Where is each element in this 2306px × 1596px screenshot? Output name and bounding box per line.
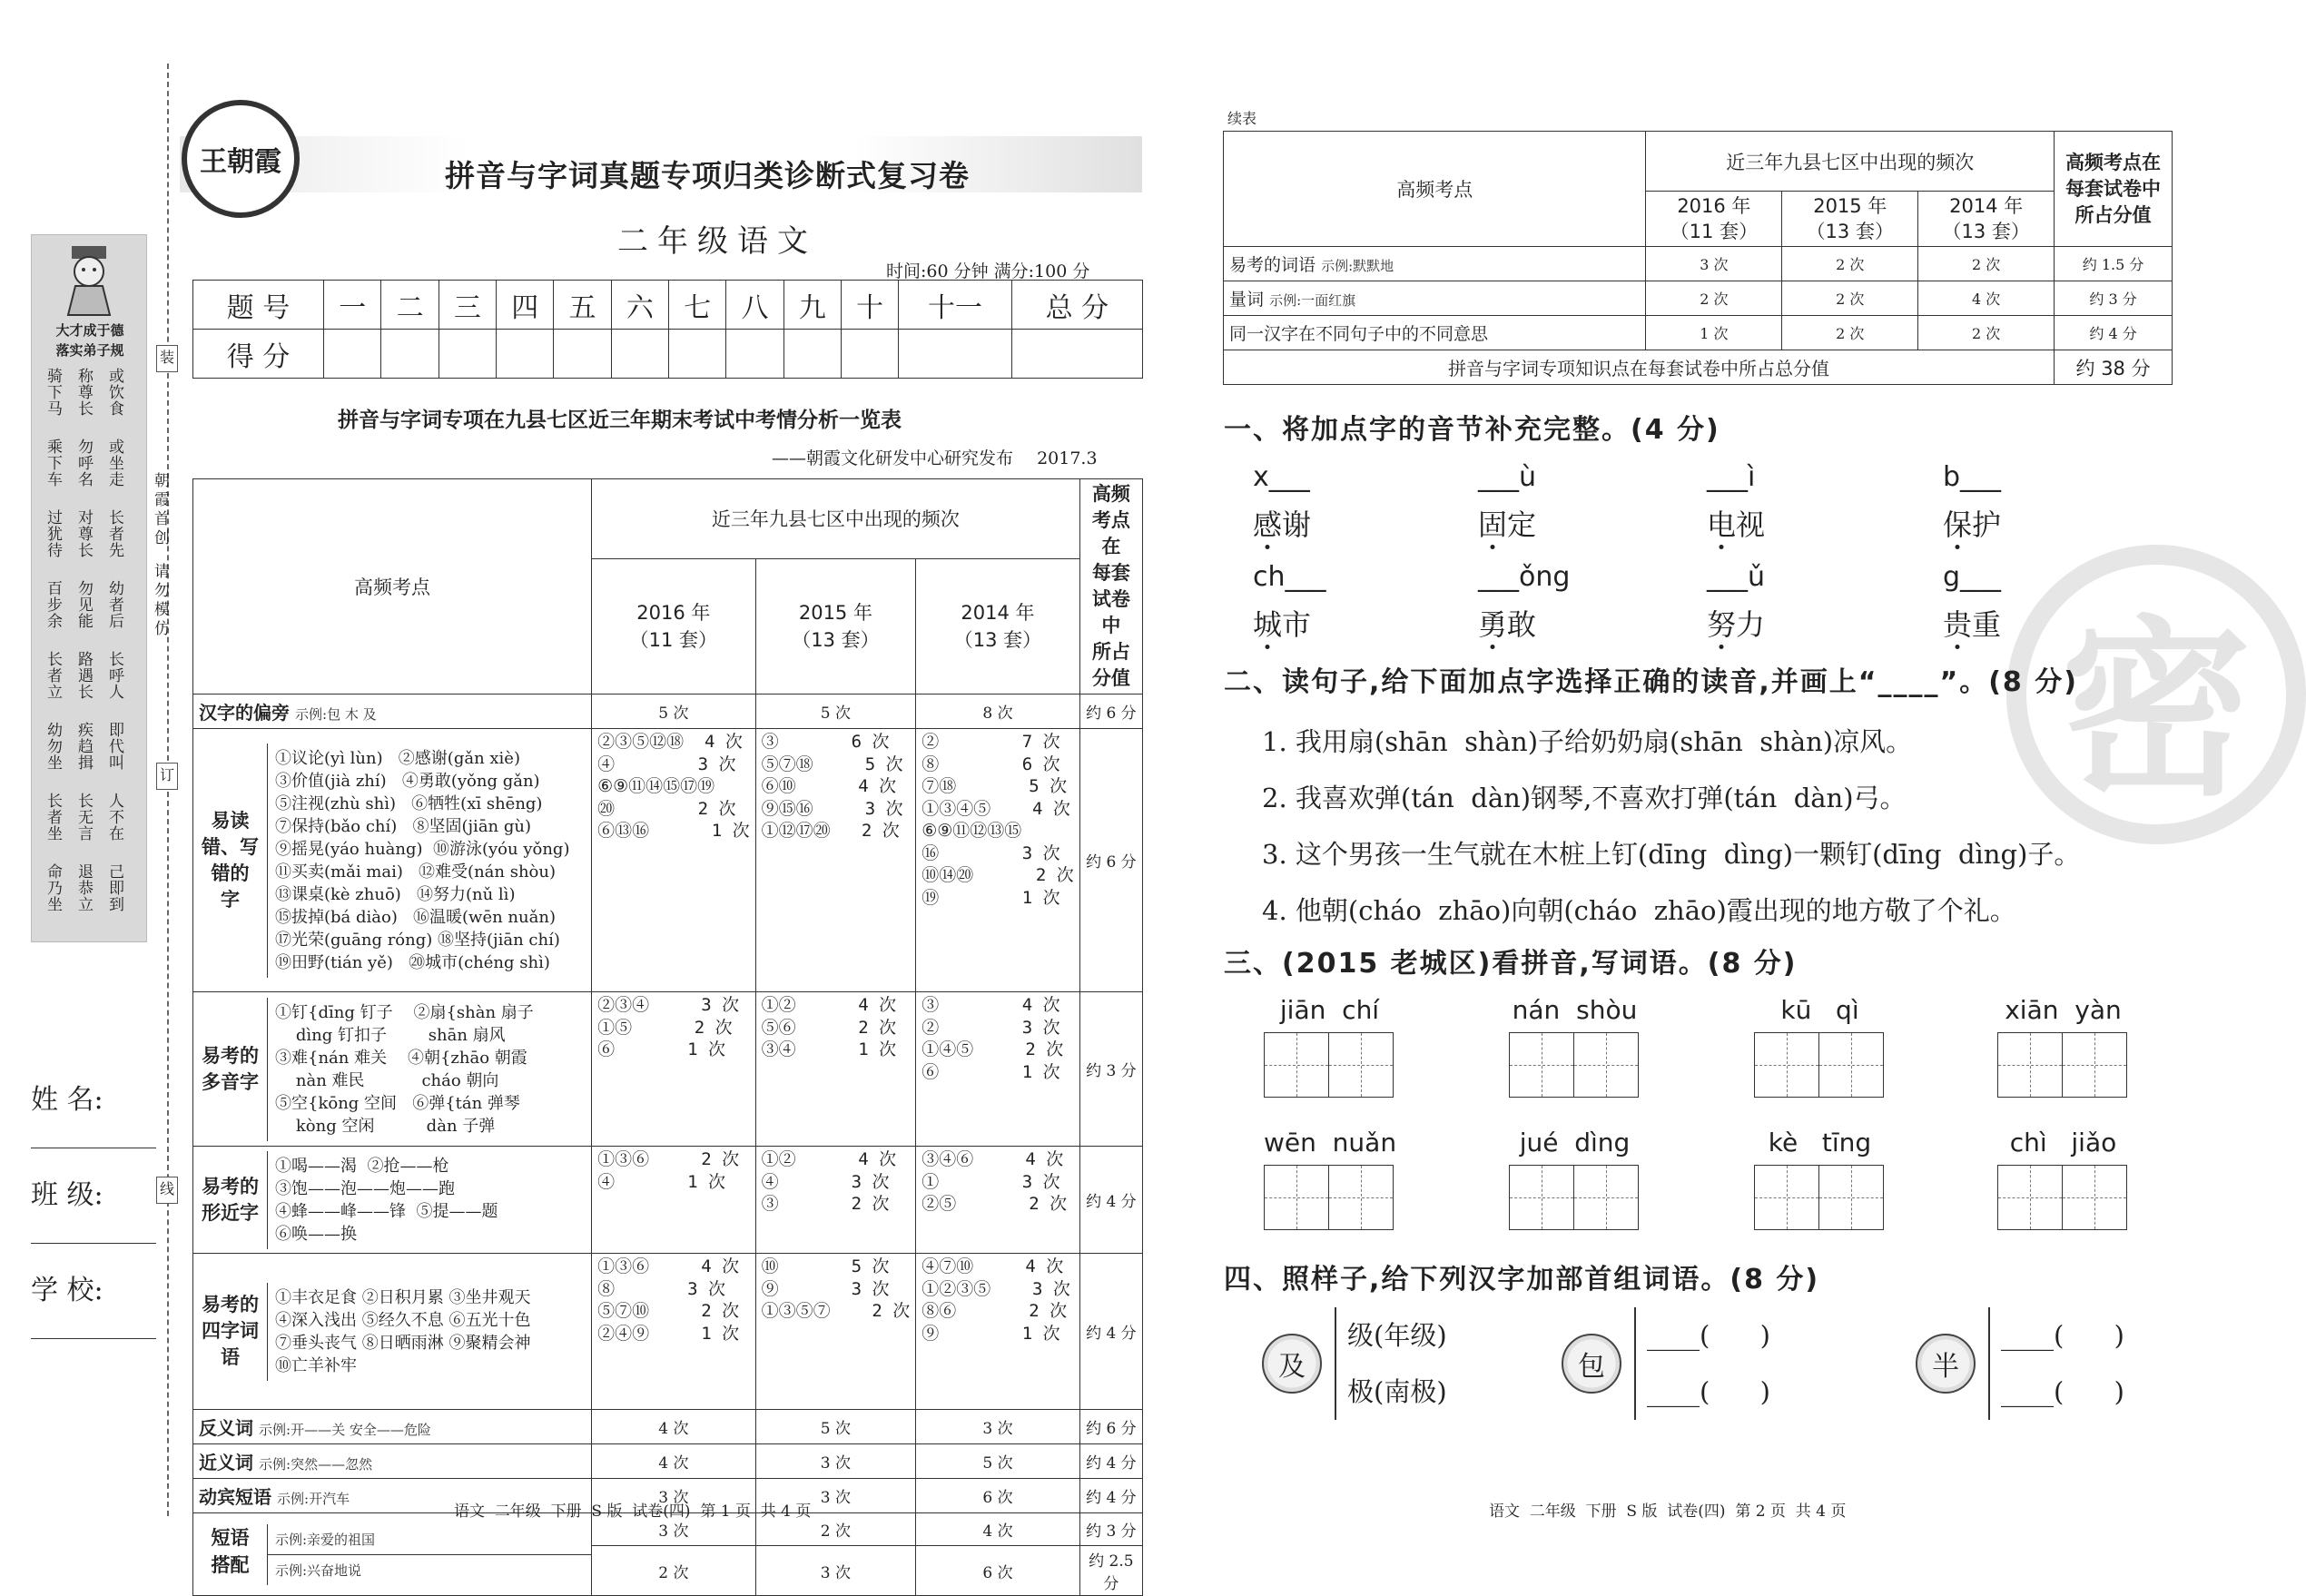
value-cell: 约 6 分 bbox=[1079, 729, 1142, 992]
freq-cell: 4 次 bbox=[592, 1410, 756, 1444]
example-text: 示例:包 木 及 bbox=[295, 706, 377, 723]
score-header-cell: 总 分 bbox=[1011, 281, 1142, 330]
q3-item bbox=[1264, 1128, 1395, 1230]
score-header-cell: 六 bbox=[611, 281, 668, 330]
q4-group bbox=[1262, 1307, 1447, 1420]
motto-column: 幼者后 bbox=[105, 580, 123, 629]
seal-mark: 线 bbox=[156, 1177, 178, 1204]
value-cell: 约 4 分 bbox=[1079, 1147, 1142, 1254]
grid-cell[interactable] bbox=[1509, 1165, 1574, 1230]
point-cell bbox=[193, 729, 592, 992]
score-input-cell[interactable] bbox=[381, 330, 439, 379]
value-cell: 约 6 分 bbox=[1079, 1410, 1142, 1444]
motto-column: 过犹待 bbox=[44, 509, 62, 558]
q2-sentence[interactable]: 1. 我用扇(shān shàn)子给奶奶扇(shān shàn)凉风。 bbox=[1262, 726, 1913, 757]
grid-cell[interactable] bbox=[1264, 1032, 1329, 1098]
freq-cell: 2 次 bbox=[755, 1513, 916, 1546]
header-year: 2015 年 （13 套） bbox=[1782, 192, 1918, 247]
freq-cell: ①② 4 次 ④ 3 次 ③ 2 次 bbox=[755, 1147, 916, 1254]
q3-pinyin: nán shòu bbox=[1512, 995, 1638, 1025]
freq-cell: 2 次 bbox=[1782, 247, 1918, 281]
freq-cell: 5 次 bbox=[592, 695, 756, 729]
q1-pinyin-blank[interactable]: ch___ bbox=[1253, 561, 1326, 593]
motto-column: 己即到 bbox=[105, 863, 123, 912]
point-cell bbox=[193, 1254, 592, 1410]
q1-pinyin-blank[interactable]: x___ bbox=[1253, 461, 1310, 493]
q3-pinyin: xiān yàn bbox=[2005, 995, 2122, 1025]
score-header-cell: 一 bbox=[324, 281, 381, 330]
category-name: 短语 搭配 bbox=[193, 1524, 268, 1585]
motto-column: 勿呼名 bbox=[74, 438, 93, 488]
freq-cell: 3 次 bbox=[755, 1444, 916, 1479]
q3-item bbox=[1997, 995, 2129, 1098]
total-value: 约 38 分 bbox=[2055, 350, 2173, 385]
q1-word: 电视 bbox=[1707, 507, 1766, 542]
analysis-row bbox=[1224, 281, 2173, 316]
category-name: 近义词 bbox=[199, 1452, 253, 1473]
header-year: 2016 年 （11 套） bbox=[592, 558, 756, 694]
q4-answer: 极(南极) bbox=[1347, 1376, 1447, 1407]
side-text: 请勿模仿 bbox=[151, 563, 169, 639]
writing-grid[interactable] bbox=[1264, 1165, 1395, 1230]
freq-cell: 5 次 bbox=[755, 695, 916, 729]
freq-cell: ①③⑥ 2 次 ④ 1 次 bbox=[592, 1147, 756, 1254]
q2-sentence[interactable]: 3. 这个男孩一生气就在木桩上钉(dīng dìng)一颗钉(dīng dìng)子。 bbox=[1262, 839, 2081, 870]
header-value: 高频考点在 每套试卷中 所占分值 bbox=[1079, 479, 1142, 695]
time-info: 时间:60 分钟 满分:100 分 bbox=[886, 261, 1090, 281]
category-name: 汉字的偏旁 bbox=[199, 702, 290, 724]
point-cell bbox=[1224, 247, 1646, 281]
total-label: 拼音与字词专项知识点在每套试卷中所占总分值 bbox=[1224, 350, 2055, 385]
example-text: 示例:一面红旗 bbox=[1269, 292, 1356, 309]
q4-answer[interactable]: ____( ) bbox=[2001, 1320, 2124, 1351]
grid-cell[interactable] bbox=[2062, 1032, 2127, 1098]
q4-bracket bbox=[1988, 1307, 2124, 1420]
analysis-table-continued bbox=[1223, 131, 2173, 385]
grid-cell[interactable] bbox=[1997, 1032, 2063, 1098]
motto-column: 或坐走 bbox=[105, 438, 123, 488]
example-text: 示例:开——关 安全——危险 bbox=[259, 1422, 431, 1438]
q1-pinyin-blank[interactable]: ___ǔ bbox=[1707, 561, 1766, 593]
value-cell: 约 4 分 bbox=[1079, 1444, 1142, 1479]
point-cell bbox=[193, 1147, 592, 1254]
point-cell bbox=[1224, 281, 1646, 316]
score-header-cell: 七 bbox=[668, 281, 725, 330]
value-cell: 约 4 分 bbox=[1079, 1479, 1142, 1513]
freq-cell: 2 次 bbox=[1918, 316, 2055, 350]
score-header-cell: 五 bbox=[554, 281, 611, 330]
q4-group bbox=[1562, 1307, 1770, 1420]
freq-cell: ② 7 次 ⑧ 6 次 ⑦⑱ 5 次 ①③④⑤ 4 次 ⑥⑨⑪⑫⑬⑮ ⑯ 3 次 ⑩⑭⑳ 2 次 ⑲ 1 次 bbox=[916, 729, 1080, 992]
analysis-row bbox=[193, 1147, 1143, 1254]
category-name: 同一汉字在不同句子中的不同意思 bbox=[1229, 324, 1489, 344]
paper-title: 拼音与字词真题专项归类诊断式复习卷 bbox=[445, 158, 970, 193]
motto-columns bbox=[44, 368, 139, 940]
score-input-cell[interactable] bbox=[783, 330, 841, 379]
q3-pinyin: jué dìng bbox=[1519, 1128, 1631, 1158]
motto-column: 退恭立 bbox=[74, 863, 93, 912]
freq-cell: 3 次 bbox=[755, 1479, 916, 1513]
category-name: 易考的 多音字 bbox=[193, 998, 268, 1141]
q3-pinyin: jiān chí bbox=[1279, 995, 1380, 1025]
header-year: 2014 年 （13 套） bbox=[1918, 192, 2055, 247]
class-field[interactable]: 班 级: bbox=[31, 1148, 156, 1244]
analysis-title: 拼音与字词专项在九县七区近三年期末考试中考情分析一览表 bbox=[338, 409, 902, 432]
freq-cell: ③ 6 次 ⑤⑦⑱ 5 次 ⑥⑩ 4 次 ⑨⑮⑯ 3 次 ①⑫⑰⑳ 2 次 bbox=[755, 729, 916, 992]
score-header-cell: 九 bbox=[783, 281, 841, 330]
watermark-text: 密 bbox=[2060, 597, 2252, 822]
freq-cell: 4 次 bbox=[916, 1513, 1080, 1546]
freq-cell: 3 次 bbox=[592, 1513, 756, 1546]
q3-item bbox=[1509, 1128, 1641, 1230]
freq-cell: 5 次 bbox=[916, 1444, 1080, 1479]
q4-answer[interactable]: ____( ) bbox=[2001, 1376, 2124, 1407]
total-row bbox=[1224, 350, 2173, 385]
q2-title: 二、读句子,给下面加点字选择正确的读音,并画上“____”。(8 分) bbox=[1224, 666, 2078, 698]
q1-item bbox=[1253, 461, 1434, 544]
q4-groups bbox=[1262, 1307, 2170, 1434]
point-cell bbox=[1224, 316, 1646, 350]
q1-word: 城市 bbox=[1253, 607, 1312, 642]
analysis-row bbox=[193, 1254, 1143, 1410]
q1-item bbox=[1707, 461, 1888, 544]
q4-answer[interactable]: ____( ) bbox=[1647, 1376, 1770, 1407]
page-footer-right: 语文 二年级 下册 S 版 试卷(四) 第 2 页 共 4 页 bbox=[1489, 1502, 1847, 1521]
score-header-cell: 题 号 bbox=[193, 281, 324, 330]
grid-cell[interactable] bbox=[1509, 1032, 1574, 1098]
value-cell: 约 3 分 bbox=[1079, 992, 1142, 1147]
q3-item bbox=[1997, 1128, 2129, 1230]
q1-word: 保护 bbox=[1943, 507, 2002, 542]
freq-cell: 6 次 bbox=[916, 1546, 1080, 1596]
q1-word: 勇敢 bbox=[1478, 607, 1537, 642]
freq-cell: ②③④ 3 次 ①⑤ 2 次 ⑥ 1 次 bbox=[592, 992, 756, 1147]
freq-cell: 2 次 bbox=[1782, 281, 1918, 316]
q3-item bbox=[1509, 995, 1641, 1098]
q4-answer[interactable]: ____( ) bbox=[1647, 1320, 1770, 1351]
q4-answer: 级(年级) bbox=[1347, 1320, 1447, 1351]
q1-pinyin-blank[interactable]: ___ì bbox=[1707, 461, 1756, 493]
motto-column: 长者先 bbox=[105, 509, 123, 558]
q3-item bbox=[1754, 995, 1886, 1098]
binding-line bbox=[167, 64, 169, 1516]
writing-grid[interactable] bbox=[1509, 1032, 1641, 1098]
motto-column: 即代叫 bbox=[105, 722, 123, 771]
q2-sentence[interactable]: 2. 我喜欢弹(tán dàn)钢琴,不喜欢打弹(tán dàn)弓。 bbox=[1262, 783, 1907, 813]
point-cell bbox=[193, 1513, 592, 1596]
value-cell: 约 1.5 分 bbox=[2055, 247, 2173, 281]
freq-cell: 4 次 bbox=[1918, 281, 2055, 316]
grid-cell[interactable] bbox=[1818, 1032, 1884, 1098]
freq-cell: ③④⑥ 4 次 ① 3 次 ②⑤ 2 次 bbox=[916, 1147, 1080, 1254]
example-text: 示例:兴奋地说 bbox=[275, 1562, 362, 1579]
point-cell bbox=[193, 1410, 592, 1444]
score-input-cell[interactable] bbox=[497, 330, 554, 379]
q3-pinyin: kū qì bbox=[1780, 995, 1859, 1025]
value-cell: 约 4 分 bbox=[2055, 316, 2173, 350]
motto-column: 人不在 bbox=[105, 793, 123, 842]
motto-column: 长无言 bbox=[74, 793, 93, 842]
paper-subtitle: 二年级语文 bbox=[617, 223, 817, 260]
score-header-cell: 十 bbox=[841, 281, 898, 330]
side-text: 朝霞首创 bbox=[151, 472, 169, 548]
q3-title: 三、(2015 老城区)看拼音,写词语。(8 分) bbox=[1224, 948, 1798, 980]
grid-cell[interactable] bbox=[1264, 1165, 1329, 1230]
analysis-row bbox=[1224, 316, 2173, 350]
category-name: 动宾短语 bbox=[199, 1486, 271, 1508]
continued-label: 续表 bbox=[1227, 110, 1257, 127]
freq-cell: ④⑦⑩ 4 次 ①②③⑤ 3 次 ⑧⑥ 2 次 ⑨ 1 次 bbox=[916, 1254, 1080, 1410]
point-cell bbox=[193, 695, 592, 729]
analysis-row bbox=[193, 992, 1143, 1147]
motto-line: 大才成于德 bbox=[55, 322, 124, 339]
freq-cell: 3 次 bbox=[916, 1410, 1080, 1444]
score-header-cell: 八 bbox=[726, 281, 783, 330]
points-list: ①丰衣足食 ②日积月累 ③坐井观天 ④深入浅出 ⑤经久不息 ⑥五光十色 ⑦垂头丧气 ⑧日晒雨淋 ⑨聚精会神 ⑩亡羊补牢 bbox=[275, 1287, 531, 1375]
q1-word: 固定 bbox=[1478, 507, 1537, 542]
writing-grid[interactable] bbox=[1997, 1032, 2129, 1098]
freq-cell: 8 次 bbox=[916, 695, 1080, 729]
writing-grid[interactable] bbox=[1264, 1032, 1395, 1098]
q1-item bbox=[1478, 561, 1660, 644]
motto-column: 幼勿坐 bbox=[44, 722, 62, 771]
header-point: 高频考点 bbox=[193, 479, 592, 695]
grid-cell[interactable] bbox=[1328, 1165, 1394, 1230]
writing-grid[interactable] bbox=[1509, 1165, 1641, 1230]
header-year: 2014 年 （13 套） bbox=[916, 558, 1080, 694]
q3-grid bbox=[1264, 995, 2172, 1240]
analysis-source: ——朝霞文化研发中心研究发布 bbox=[772, 448, 1014, 468]
example-text: 示例:默默地 bbox=[1321, 258, 1394, 274]
value-cell: 约 3 分 bbox=[1079, 1513, 1142, 1546]
motto-column: 勿见能 bbox=[74, 580, 93, 629]
score-input-cell[interactable] bbox=[668, 330, 725, 379]
brand-logo bbox=[182, 100, 300, 218]
scholar-illustration bbox=[59, 244, 119, 317]
seal-mark: 装 bbox=[156, 345, 178, 372]
grid-cell[interactable] bbox=[1573, 1032, 1639, 1098]
freq-cell: ①② 4 次 ⑤⑥ 2 次 ③④ 1 次 bbox=[755, 992, 916, 1147]
q1-title: 一、将加点字的音节补充完整。(4 分) bbox=[1224, 414, 1720, 446]
score-input-cell[interactable] bbox=[611, 330, 668, 379]
freq-cell: 2 次 bbox=[592, 1546, 756, 1596]
value-cell: 约 2.5 分 bbox=[1079, 1546, 1142, 1596]
freq-cell: 2 次 bbox=[1782, 316, 1918, 350]
school-field[interactable]: 学 校: bbox=[31, 1244, 156, 1339]
motto-column: 命乃坐 bbox=[44, 863, 62, 912]
grid-cell[interactable] bbox=[1328, 1032, 1394, 1098]
q1-item bbox=[1478, 461, 1660, 544]
header-year: 2016 年 （11 套） bbox=[1646, 192, 1782, 247]
q1-word: 贵重 bbox=[1943, 607, 2002, 642]
analysis-row bbox=[193, 695, 1143, 729]
name-field[interactable]: 姓 名: bbox=[31, 1053, 156, 1148]
q3-item bbox=[1264, 995, 1395, 1098]
q4-title: 四、照样子,给下列汉字加部首组词语。(8 分) bbox=[1224, 1264, 1820, 1296]
header-freq: 近三年九县七区中出现的频次 bbox=[1646, 132, 2055, 192]
writing-grid[interactable] bbox=[1754, 1032, 1886, 1098]
score-header-cell: 四 bbox=[497, 281, 554, 330]
analysis-row bbox=[1224, 247, 2173, 281]
freq-cell: 2 次 bbox=[1918, 247, 2055, 281]
category-name: 易考的 形近字 bbox=[193, 1151, 268, 1249]
q4-group bbox=[1916, 1307, 2124, 1420]
q3-pinyin: wēn nuǎn bbox=[1264, 1128, 1397, 1158]
q2-sentence[interactable]: 4. 他朝(cháo zhāo)向朝(cháo zhāo)霞出现的地方敬了个礼。 bbox=[1262, 895, 2016, 926]
logo-text: 王朝霞 bbox=[200, 146, 281, 178]
motto-column: 路遇长 bbox=[74, 651, 93, 700]
score-header-cell: 二 bbox=[381, 281, 439, 330]
value-cell: 约 4 分 bbox=[1079, 1254, 1142, 1410]
value-cell: 约 6 分 bbox=[1079, 695, 1142, 729]
q1-item bbox=[1943, 561, 2124, 644]
q1-pinyin-blank[interactable]: ___ǒng bbox=[1478, 561, 1571, 593]
analysis-row bbox=[193, 1410, 1143, 1444]
writing-grid[interactable] bbox=[1754, 1165, 1886, 1230]
score-input-cell[interactable] bbox=[841, 330, 898, 379]
score-table bbox=[192, 280, 1143, 379]
point-cell bbox=[193, 992, 592, 1147]
motto-column: 长呼人 bbox=[105, 651, 123, 700]
category-name: 易考的词语 bbox=[1229, 255, 1316, 275]
score-input-cell[interactable] bbox=[439, 330, 496, 379]
points-list: ①喝——渴 ②抢——枪 ③饱——泡——炮——跑 ④蜂——峰——锋 ⑤提——题 ⑥唤——换 bbox=[275, 1156, 498, 1244]
q1-pinyin-blank[interactable]: b___ bbox=[1943, 461, 2002, 493]
example-text: 示例:亲爱的祖国 bbox=[268, 1524, 591, 1555]
motto-line: 落实弟子规 bbox=[55, 342, 124, 359]
page-footer-left: 语文 二年级 下册 S 版 试卷(四) 第 1 页 共 4 页 bbox=[454, 1502, 812, 1521]
motto-column: 百步余 bbox=[44, 580, 62, 629]
grid-cell[interactable] bbox=[1997, 1165, 2063, 1230]
header-point: 高频考点 bbox=[1224, 132, 1646, 247]
writing-grid[interactable] bbox=[1997, 1165, 2129, 1230]
student-info bbox=[31, 1053, 156, 1339]
analysis-date: 2017.3 bbox=[1037, 448, 1098, 468]
freq-cell: ⑩ 5 次 ⑨ 3 次 ①③⑤⑦ 2 次 bbox=[755, 1254, 916, 1410]
q1-word: 感谢 bbox=[1253, 507, 1312, 542]
q3-item bbox=[1754, 1128, 1886, 1230]
motto-column: 对尊长 bbox=[74, 509, 93, 558]
analysis-table bbox=[192, 478, 1143, 1596]
value-cell: 约 3 分 bbox=[2055, 281, 2173, 316]
seal-mark: 订 bbox=[156, 763, 178, 790]
category-name: 反义词 bbox=[199, 1417, 253, 1439]
freq-cell: 1 次 bbox=[1646, 316, 1782, 350]
q2-sentences bbox=[1262, 714, 2080, 939]
q4-character: 半 bbox=[1916, 1334, 1976, 1394]
motto-column: 称尊长 bbox=[74, 368, 93, 417]
freq-cell: 6 次 bbox=[916, 1479, 1080, 1513]
q4-character: 包 bbox=[1562, 1334, 1621, 1394]
analysis-row bbox=[193, 1444, 1143, 1479]
point-cell bbox=[193, 1444, 592, 1479]
category-name: 易读 错、写 错的 字 bbox=[193, 744, 268, 978]
score-input-cell[interactable] bbox=[1011, 330, 1142, 379]
q1-item bbox=[1253, 561, 1434, 644]
q1-pinyin-blank[interactable]: g___ bbox=[1943, 561, 2002, 593]
score-header-cell: 三 bbox=[439, 281, 496, 330]
score-label: 得 分 bbox=[193, 330, 324, 379]
score-input-cell[interactable] bbox=[554, 330, 611, 379]
q1-pinyin-blank[interactable]: ___ù bbox=[1478, 461, 1537, 493]
example-text: 示例:开汽车 bbox=[277, 1491, 350, 1507]
freq-cell: 4 次 bbox=[592, 1444, 756, 1479]
q3-pinyin: kè tīng bbox=[1768, 1128, 1872, 1158]
motto-column: 长者立 bbox=[44, 651, 62, 700]
freq-cell: ①③⑥ 4 次 ⑧ 3 次 ⑤⑦⑩ 2 次 ②④⑨ 1 次 bbox=[592, 1254, 756, 1410]
freq-cell: ②③⑤⑫⑱ 4 次 ④ 3 次 ⑥⑨⑪⑭⑮⑰⑲ ⑳ 2 次 ⑥⑬⑯ 1 次 bbox=[592, 729, 756, 992]
score-header-cell: 十一 bbox=[899, 281, 1012, 330]
q1-item bbox=[1943, 461, 2124, 544]
header-freq: 近三年九县七区中出现的频次 bbox=[592, 479, 1080, 559]
motto-column: 疾趋揖 bbox=[74, 722, 93, 771]
grid-cell[interactable] bbox=[1754, 1032, 1819, 1098]
q3-pinyin: chì jiǎo bbox=[2009, 1128, 2117, 1158]
motto-column: 或饮食 bbox=[105, 368, 123, 417]
binding-strip bbox=[31, 234, 147, 942]
q1-grid bbox=[1253, 461, 2161, 643]
freq-cell: 5 次 bbox=[755, 1410, 916, 1444]
header-year: 2015 年 （13 套） bbox=[755, 558, 916, 694]
score-input-cell[interactable] bbox=[726, 330, 783, 379]
score-input-cell[interactable] bbox=[324, 330, 381, 379]
motto-column: 长者坐 bbox=[44, 793, 62, 842]
motto-column: 乘下车 bbox=[44, 438, 62, 488]
grid-cell[interactable] bbox=[1818, 1165, 1884, 1230]
freq-cell: ③ 4 次 ② 3 次 ①④⑤ 2 次 ⑥ 1 次 bbox=[916, 992, 1080, 1147]
motto-column: 骑下马 bbox=[44, 368, 62, 417]
grid-cell[interactable] bbox=[1754, 1165, 1819, 1230]
q1-item bbox=[1707, 561, 1888, 644]
grid-cell[interactable] bbox=[2062, 1165, 2127, 1230]
q1-word: 努力 bbox=[1707, 607, 1766, 642]
freq-cell: 3 次 bbox=[1646, 247, 1782, 281]
grid-cell[interactable] bbox=[1573, 1165, 1639, 1230]
points-list: ①钉{dīng 钉子 ②扇{shàn 扇子 dìng 钉扣子 shān 扇风 ③难{nán 难关 ④朝{zhāo 朝霞 nàn 难民 cháo 朝向 ⑤空{kōng 空间 ⑥弹{tán 弹琴 kòng 空闲 dàn 子弹 bbox=[275, 1002, 534, 1136]
q4-bracket bbox=[1634, 1307, 1770, 1420]
freq-cell: 3 次 bbox=[755, 1546, 916, 1596]
score-input-cell[interactable] bbox=[899, 330, 1012, 379]
points-list: ①议论(yì lùn) ②感谢(gǎn xiè) ③价值(jià zhí) ④勇敢(yǒng gǎn) ⑤注视(zhù shì) ⑥牺牲(xī shēng) ⑦保持(bǎo chí) ⑧坚固(jiān gù) ⑨摇晃(yáo huàng) ⑩游泳(yóu yǒng) ⑪买卖(mǎi mai) ⑫难受(nán shòu) ⑬课桌(kè zhuō) ⑭努力(nǔ lì) ⑮拔掉(bá diào) ⑯温暖(wēn nuǎn) ⑰光荣(guāng róng) ⑱坚持(jiān chí) ⑲田野(tián yě) ⑳城市(chéng shì) bbox=[275, 748, 570, 972]
freq-cell: 3 次 bbox=[592, 1479, 756, 1513]
analysis-row bbox=[193, 729, 1143, 992]
freq-cell: 2 次 bbox=[1646, 281, 1782, 316]
q4-character: 及 bbox=[1262, 1334, 1322, 1394]
example-text: 示例:突然——忽然 bbox=[259, 1456, 373, 1473]
category-name: 易考的 四字词 语 bbox=[193, 1283, 268, 1381]
category-name: 量词 bbox=[1229, 290, 1265, 310]
header-value: 高频考点在 每套试卷中 所占分值 bbox=[2055, 132, 2173, 247]
q4-bracket bbox=[1335, 1307, 1447, 1420]
